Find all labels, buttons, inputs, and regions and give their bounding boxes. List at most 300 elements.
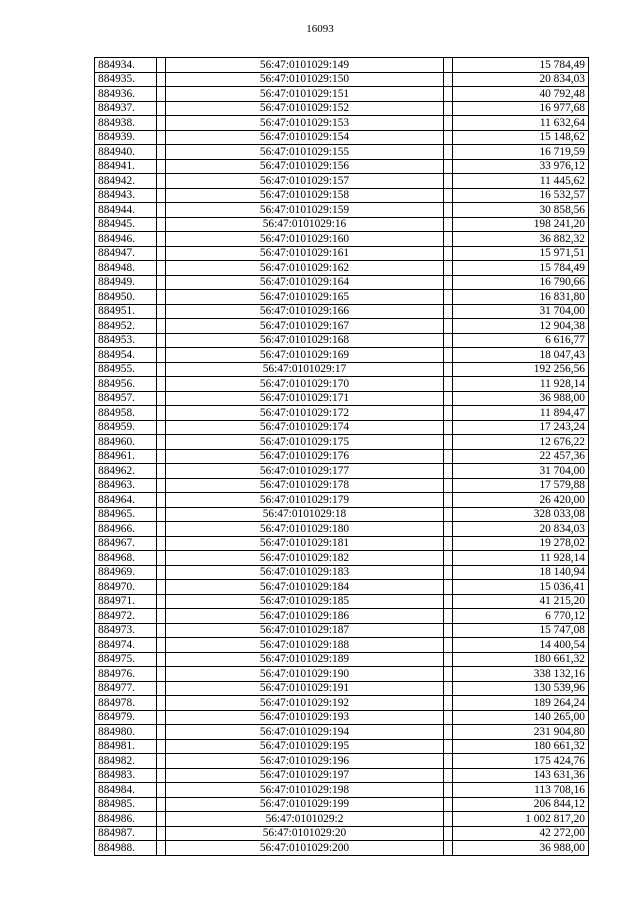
cadastral-value-cell: 12 676,22: [453, 435, 589, 450]
column-gap: [157, 493, 166, 508]
cadastral-value-cell: 11 632,64: [453, 116, 589, 131]
column-gap: [157, 101, 166, 116]
column-gap: [444, 522, 453, 537]
cadastral-value-cell: 20 834,03: [453, 522, 589, 537]
column-gap: [444, 725, 453, 740]
column-gap: [157, 145, 166, 160]
cadastral-number-cell: 56:47:0101029:198: [166, 783, 444, 798]
cadastral-number-cell: 56:47:0101029:158: [166, 188, 444, 203]
cadastral-number-cell: 56:47:0101029:169: [166, 348, 444, 363]
column-gap: [444, 493, 453, 508]
cadastral-value-cell: 11 928,14: [453, 377, 589, 392]
table-row: [95, 826, 589, 841]
cadastral-number-cell: 56:47:0101029:150: [166, 72, 444, 87]
table-row: [95, 652, 589, 667]
column-gap: [157, 754, 166, 769]
cadastral-number-cell: 56:47:0101029:2: [166, 812, 444, 827]
column-gap: [444, 710, 453, 725]
cadastral-number-cell: 56:47:0101029:187: [166, 623, 444, 638]
cadastral-value-cell: 15 747,08: [453, 623, 589, 638]
cadastral-value-cell: 16 532,57: [453, 188, 589, 203]
column-gap: [157, 435, 166, 450]
table-row: [95, 174, 589, 189]
cadastral-number-cell: 56:47:0101029:197: [166, 768, 444, 783]
column-gap: [157, 739, 166, 754]
column-gap: [157, 304, 166, 319]
cadastral-number-cell: 56:47:0101029:194: [166, 725, 444, 740]
column-gap: [444, 72, 453, 87]
table-row: [95, 667, 589, 682]
cadastral-value-cell: 143 631,36: [453, 768, 589, 783]
table-row: [95, 609, 589, 624]
cadastral-value-cell: 36 882,32: [453, 232, 589, 247]
column-gap: [444, 159, 453, 174]
row-number-cell: 884953.: [95, 333, 157, 348]
row-number-cell: 884954.: [95, 348, 157, 363]
table-row: [95, 478, 589, 493]
cadastral-value-cell: 18 047,43: [453, 348, 589, 363]
column-gap: [157, 681, 166, 696]
cadastral-value-cell: 11 894,47: [453, 406, 589, 421]
row-number-cell: 884938.: [95, 116, 157, 131]
table-row: [95, 522, 589, 537]
column-gap: [157, 536, 166, 551]
table-row: [95, 275, 589, 290]
cadastral-number-cell: 56:47:0101029:200: [166, 841, 444, 856]
column-gap: [444, 696, 453, 711]
cadastral-number-cell: 56:47:0101029:195: [166, 739, 444, 754]
cadastral-value-cell: 16 977,68: [453, 101, 589, 116]
column-gap: [444, 261, 453, 276]
row-number-cell: 884946.: [95, 232, 157, 247]
row-number-cell: 884943.: [95, 188, 157, 203]
column-gap: [157, 522, 166, 537]
row-number-cell: 884967.: [95, 536, 157, 551]
cadastral-value-cell: 11 445,62: [453, 174, 589, 189]
cadastral-number-cell: 56:47:0101029:182: [166, 551, 444, 566]
cadastral-value-cell: 16 790,66: [453, 275, 589, 290]
column-gap: [157, 710, 166, 725]
row-number-cell: 884977.: [95, 681, 157, 696]
cadastral-number-cell: 56:47:0101029:149: [166, 58, 444, 73]
column-gap: [444, 435, 453, 450]
row-number-cell: 884961.: [95, 449, 157, 464]
column-gap: [444, 609, 453, 624]
cadastral-number-cell: 56:47:0101029:164: [166, 275, 444, 290]
cadastral-number-cell: 56:47:0101029:186: [166, 609, 444, 624]
column-gap: [444, 87, 453, 102]
cadastral-number-cell: 56:47:0101029:192: [166, 696, 444, 711]
column-gap: [444, 188, 453, 203]
cadastral-number-cell: 56:47:0101029:196: [166, 754, 444, 769]
column-gap: [444, 623, 453, 638]
cadastral-number-cell: 56:47:0101029:167: [166, 319, 444, 334]
cadastral-number-cell: 56:47:0101029:153: [166, 116, 444, 131]
row-number-cell: 884965.: [95, 507, 157, 522]
row-number-cell: 884973.: [95, 623, 157, 638]
column-gap: [157, 391, 166, 406]
row-number-cell: 884970.: [95, 580, 157, 595]
cadastral-value-cell: 31 704,00: [453, 304, 589, 319]
column-gap: [444, 348, 453, 363]
column-gap: [157, 362, 166, 377]
cadastral-number-cell: 56:47:0101029:161: [166, 246, 444, 261]
table-row: [95, 406, 589, 421]
row-number-cell: 884982.: [95, 754, 157, 769]
column-gap: [444, 333, 453, 348]
cadastral-value-cell: 36 988,00: [453, 841, 589, 856]
column-gap: [157, 319, 166, 334]
cadastral-number-cell: 56:47:0101029:184: [166, 580, 444, 595]
table-row: [95, 681, 589, 696]
cadastral-value-cell: 175 424,76: [453, 754, 589, 769]
table-row: [95, 72, 589, 87]
column-gap: [444, 754, 453, 769]
column-gap: [444, 681, 453, 696]
table-row: [95, 130, 589, 145]
column-gap: [444, 565, 453, 580]
column-gap: [444, 478, 453, 493]
table-row: [95, 246, 589, 261]
cadastral-value-cell: 6 770,12: [453, 609, 589, 624]
column-gap: [157, 638, 166, 653]
column-gap: [157, 246, 166, 261]
table-row: [95, 739, 589, 754]
row-number-cell: 884976.: [95, 667, 157, 682]
row-number-cell: 884979.: [95, 710, 157, 725]
column-gap: [157, 58, 166, 73]
cadastral-number-cell: 56:47:0101029:193: [166, 710, 444, 725]
column-gap: [444, 275, 453, 290]
column-gap: [157, 551, 166, 566]
cadastral-number-cell: 56:47:0101029:180: [166, 522, 444, 537]
column-gap: [444, 594, 453, 609]
column-gap: [157, 406, 166, 421]
cadastral-value-cell: 189 264,24: [453, 696, 589, 711]
column-gap: [157, 130, 166, 145]
cadastral-number-cell: 56:47:0101029:166: [166, 304, 444, 319]
column-gap: [157, 826, 166, 841]
table-row: [95, 594, 589, 609]
column-gap: [157, 623, 166, 638]
column-gap: [157, 507, 166, 522]
row-number-cell: 884963.: [95, 478, 157, 493]
column-gap: [157, 333, 166, 348]
table-row: [95, 623, 589, 638]
column-gap: [157, 464, 166, 479]
row-number-cell: 884971.: [95, 594, 157, 609]
row-number-cell: 884972.: [95, 609, 157, 624]
column-gap: [157, 217, 166, 232]
table-row: [95, 580, 589, 595]
cadastral-number-cell: 56:47:0101029:152: [166, 101, 444, 116]
cadastral-number-cell: 56:47:0101029:185: [166, 594, 444, 609]
cadastral-value-cell: 17 243,24: [453, 420, 589, 435]
cadastral-value-cell: 180 661,32: [453, 652, 589, 667]
table-row: [95, 725, 589, 740]
row-number-cell: 884975.: [95, 652, 157, 667]
row-number-cell: 884942.: [95, 174, 157, 189]
cadastral-number-cell: 56:47:0101029:171: [166, 391, 444, 406]
column-gap: [444, 768, 453, 783]
cadastral-number-cell: 56:47:0101029:156: [166, 159, 444, 174]
row-number-cell: 884950.: [95, 290, 157, 305]
column-gap: [444, 739, 453, 754]
column-gap: [444, 304, 453, 319]
column-gap: [444, 667, 453, 682]
column-gap: [157, 377, 166, 392]
cadastral-value-cell: 17 579,88: [453, 478, 589, 493]
cadastral-value-cell: 15 036,41: [453, 580, 589, 595]
table-row: [95, 449, 589, 464]
table-row: [95, 783, 589, 798]
table-row: [95, 290, 589, 305]
row-number-cell: 884957.: [95, 391, 157, 406]
cadastral-value-cell: 16 719,59: [453, 145, 589, 160]
cadastral-number-cell: 56:47:0101029:168: [166, 333, 444, 348]
cadastral-number-cell: 56:47:0101029:190: [166, 667, 444, 682]
cadastral-number-cell: 56:47:0101029:189: [166, 652, 444, 667]
column-gap: [157, 725, 166, 740]
column-gap: [444, 362, 453, 377]
cadastral-value-cell: 36 988,00: [453, 391, 589, 406]
cadastral-number-cell: 56:47:0101029:16: [166, 217, 444, 232]
table-row: [95, 638, 589, 653]
cadastral-value-cell: 12 904,38: [453, 319, 589, 334]
table-row: [95, 362, 589, 377]
cadastral-value-cell: 206 844,12: [453, 797, 589, 812]
cadastral-number-cell: 56:47:0101029:18: [166, 507, 444, 522]
cadastral-number-cell: 56:47:0101029:155: [166, 145, 444, 160]
column-gap: [444, 174, 453, 189]
cadastral-number-cell: 56:47:0101029:165: [166, 290, 444, 305]
cadastral-number-cell: 56:47:0101029:176: [166, 449, 444, 464]
column-gap: [157, 594, 166, 609]
column-gap: [157, 290, 166, 305]
column-gap: [157, 580, 166, 595]
column-gap: [157, 797, 166, 812]
table-row: [95, 391, 589, 406]
table-row: [95, 87, 589, 102]
column-gap: [444, 638, 453, 653]
row-number-cell: 884969.: [95, 565, 157, 580]
column-gap: [157, 275, 166, 290]
cadastral-value-cell: 20 834,03: [453, 72, 589, 87]
row-number-cell: 884988.: [95, 841, 157, 856]
column-gap: [444, 391, 453, 406]
column-gap: [157, 841, 166, 856]
table-row: [95, 203, 589, 218]
table-row: [95, 696, 589, 711]
cadastral-number-cell: 56:47:0101029:172: [166, 406, 444, 421]
cadastral-value-cell: 31 704,00: [453, 464, 589, 479]
cadastral-number-cell: 56:47:0101029:175: [166, 435, 444, 450]
cadastral-value-cell: 15 784,49: [453, 58, 589, 73]
row-number-cell: 884980.: [95, 725, 157, 740]
row-number-cell: 884951.: [95, 304, 157, 319]
cadastral-value-cell: 14 400,54: [453, 638, 589, 653]
cadastral-number-cell: 56:47:0101029:20: [166, 826, 444, 841]
row-number-cell: 884958.: [95, 406, 157, 421]
column-gap: [157, 188, 166, 203]
table-row: [95, 333, 589, 348]
column-gap: [157, 609, 166, 624]
cadastral-value-cell: 180 661,32: [453, 739, 589, 754]
column-gap: [444, 145, 453, 160]
column-gap: [444, 377, 453, 392]
column-gap: [157, 783, 166, 798]
table-row: [95, 812, 589, 827]
row-number-cell: 884944.: [95, 203, 157, 218]
cadastral-value-cell: 338 132,16: [453, 667, 589, 682]
table-row: [95, 58, 589, 73]
cadastral-value-cell: 113 708,16: [453, 783, 589, 798]
row-number-cell: 884952.: [95, 319, 157, 334]
table-row: [95, 145, 589, 160]
column-gap: [157, 565, 166, 580]
cadastral-value-cell: 1 002 817,20: [453, 812, 589, 827]
row-number-cell: 884986.: [95, 812, 157, 827]
column-gap: [157, 652, 166, 667]
cadastral-value-cell: 40 792,48: [453, 87, 589, 102]
row-number-cell: 884968.: [95, 551, 157, 566]
column-gap: [157, 232, 166, 247]
cadastral-value-cell: 22 457,36: [453, 449, 589, 464]
column-gap: [157, 203, 166, 218]
cadastral-number-cell: 56:47:0101029:183: [166, 565, 444, 580]
table-row: [95, 797, 589, 812]
row-number-cell: 884983.: [95, 768, 157, 783]
table-row: [95, 507, 589, 522]
row-number-cell: 884960.: [95, 435, 157, 450]
column-gap: [444, 130, 453, 145]
cadastral-number-cell: 56:47:0101029:181: [166, 536, 444, 551]
table-row: [95, 101, 589, 116]
cadastral-number-cell: 56:47:0101029:17: [166, 362, 444, 377]
row-number-cell: 884936.: [95, 87, 157, 102]
cadastral-value-cell: 15 971,51: [453, 246, 589, 261]
column-gap: [444, 580, 453, 595]
column-gap: [444, 812, 453, 827]
cadastral-value-cell: 42 272,00: [453, 826, 589, 841]
table-row: [95, 348, 589, 363]
column-gap: [157, 72, 166, 87]
table-row: [95, 304, 589, 319]
column-gap: [444, 101, 453, 116]
table-row: [95, 841, 589, 856]
table-row: [95, 261, 589, 276]
table-body: [95, 58, 589, 856]
cadastral-number-cell: 56:47:0101029:157: [166, 174, 444, 189]
column-gap: [157, 261, 166, 276]
column-gap: [157, 812, 166, 827]
page-number: 16093: [306, 23, 334, 35]
column-gap: [444, 449, 453, 464]
cadastral-value-cell: 130 539,96: [453, 681, 589, 696]
row-number-cell: 884934.: [95, 58, 157, 73]
table-row: [95, 493, 589, 508]
row-number-cell: 884948.: [95, 261, 157, 276]
column-gap: [444, 406, 453, 421]
row-number-cell: 884962.: [95, 464, 157, 479]
cadastral-value-cell: 198 241,20: [453, 217, 589, 232]
row-number-cell: 884974.: [95, 638, 157, 653]
cadastral-number-cell: 56:47:0101029:191: [166, 681, 444, 696]
cadastral-number-cell: 56:47:0101029:188: [166, 638, 444, 653]
row-number-cell: 884947.: [95, 246, 157, 261]
row-number-cell: 884939.: [95, 130, 157, 145]
column-gap: [157, 348, 166, 363]
cadastral-value-cell: 33 976,12: [453, 159, 589, 174]
cadastral-value-cell: 26 420,00: [453, 493, 589, 508]
column-gap: [157, 116, 166, 131]
row-number-cell: 884949.: [95, 275, 157, 290]
row-number-cell: 884941.: [95, 159, 157, 174]
column-gap: [157, 478, 166, 493]
row-number-cell: 884937.: [95, 101, 157, 116]
column-gap: [157, 87, 166, 102]
column-gap: [444, 464, 453, 479]
cadastral-value-cell: 30 858,56: [453, 203, 589, 218]
cadastral-value-table: [94, 57, 589, 856]
column-gap: [157, 159, 166, 174]
cadastral-number-cell: 56:47:0101029:151: [166, 87, 444, 102]
cadastral-value-cell: 41 215,20: [453, 594, 589, 609]
table-row: [95, 159, 589, 174]
row-number-cell: 884985.: [95, 797, 157, 812]
row-number-cell: 884981.: [95, 739, 157, 754]
cadastral-number-cell: 56:47:0101029:199: [166, 797, 444, 812]
row-number-cell: 884945.: [95, 217, 157, 232]
cadastral-number-cell: 56:47:0101029:154: [166, 130, 444, 145]
cadastral-value-cell: 231 904,80: [453, 725, 589, 740]
row-number-cell: 884956.: [95, 377, 157, 392]
column-gap: [157, 667, 166, 682]
cadastral-value-cell: 15 784,49: [453, 261, 589, 276]
column-gap: [444, 797, 453, 812]
column-gap: [444, 841, 453, 856]
column-gap: [444, 290, 453, 305]
table-row: [95, 464, 589, 479]
table-row: [95, 754, 589, 769]
cadastral-number-cell: 56:47:0101029:170: [166, 377, 444, 392]
cadastral-value-cell: 19 278,02: [453, 536, 589, 551]
table-row: [95, 768, 589, 783]
table-row: [95, 319, 589, 334]
table-row: [95, 232, 589, 247]
row-number-cell: 884940.: [95, 145, 157, 160]
column-gap: [444, 551, 453, 566]
cadastral-value-cell: 11 928,14: [453, 551, 589, 566]
cadastral-value-cell: 6 616,77: [453, 333, 589, 348]
row-number-cell: 884935.: [95, 72, 157, 87]
table-row: [95, 420, 589, 435]
row-number-cell: 884978.: [95, 696, 157, 711]
row-number-cell: 884959.: [95, 420, 157, 435]
cadastral-value-cell: 140 265,00: [453, 710, 589, 725]
column-gap: [157, 768, 166, 783]
cadastral-value-cell: 16 831,80: [453, 290, 589, 305]
table-row: [95, 551, 589, 566]
cadastral-number-cell: 56:47:0101029:159: [166, 203, 444, 218]
column-gap: [444, 507, 453, 522]
table-row: [95, 217, 589, 232]
cadastral-number-cell: 56:47:0101029:178: [166, 478, 444, 493]
column-gap: [444, 420, 453, 435]
column-gap: [444, 652, 453, 667]
column-gap: [444, 58, 453, 73]
column-gap: [444, 217, 453, 232]
